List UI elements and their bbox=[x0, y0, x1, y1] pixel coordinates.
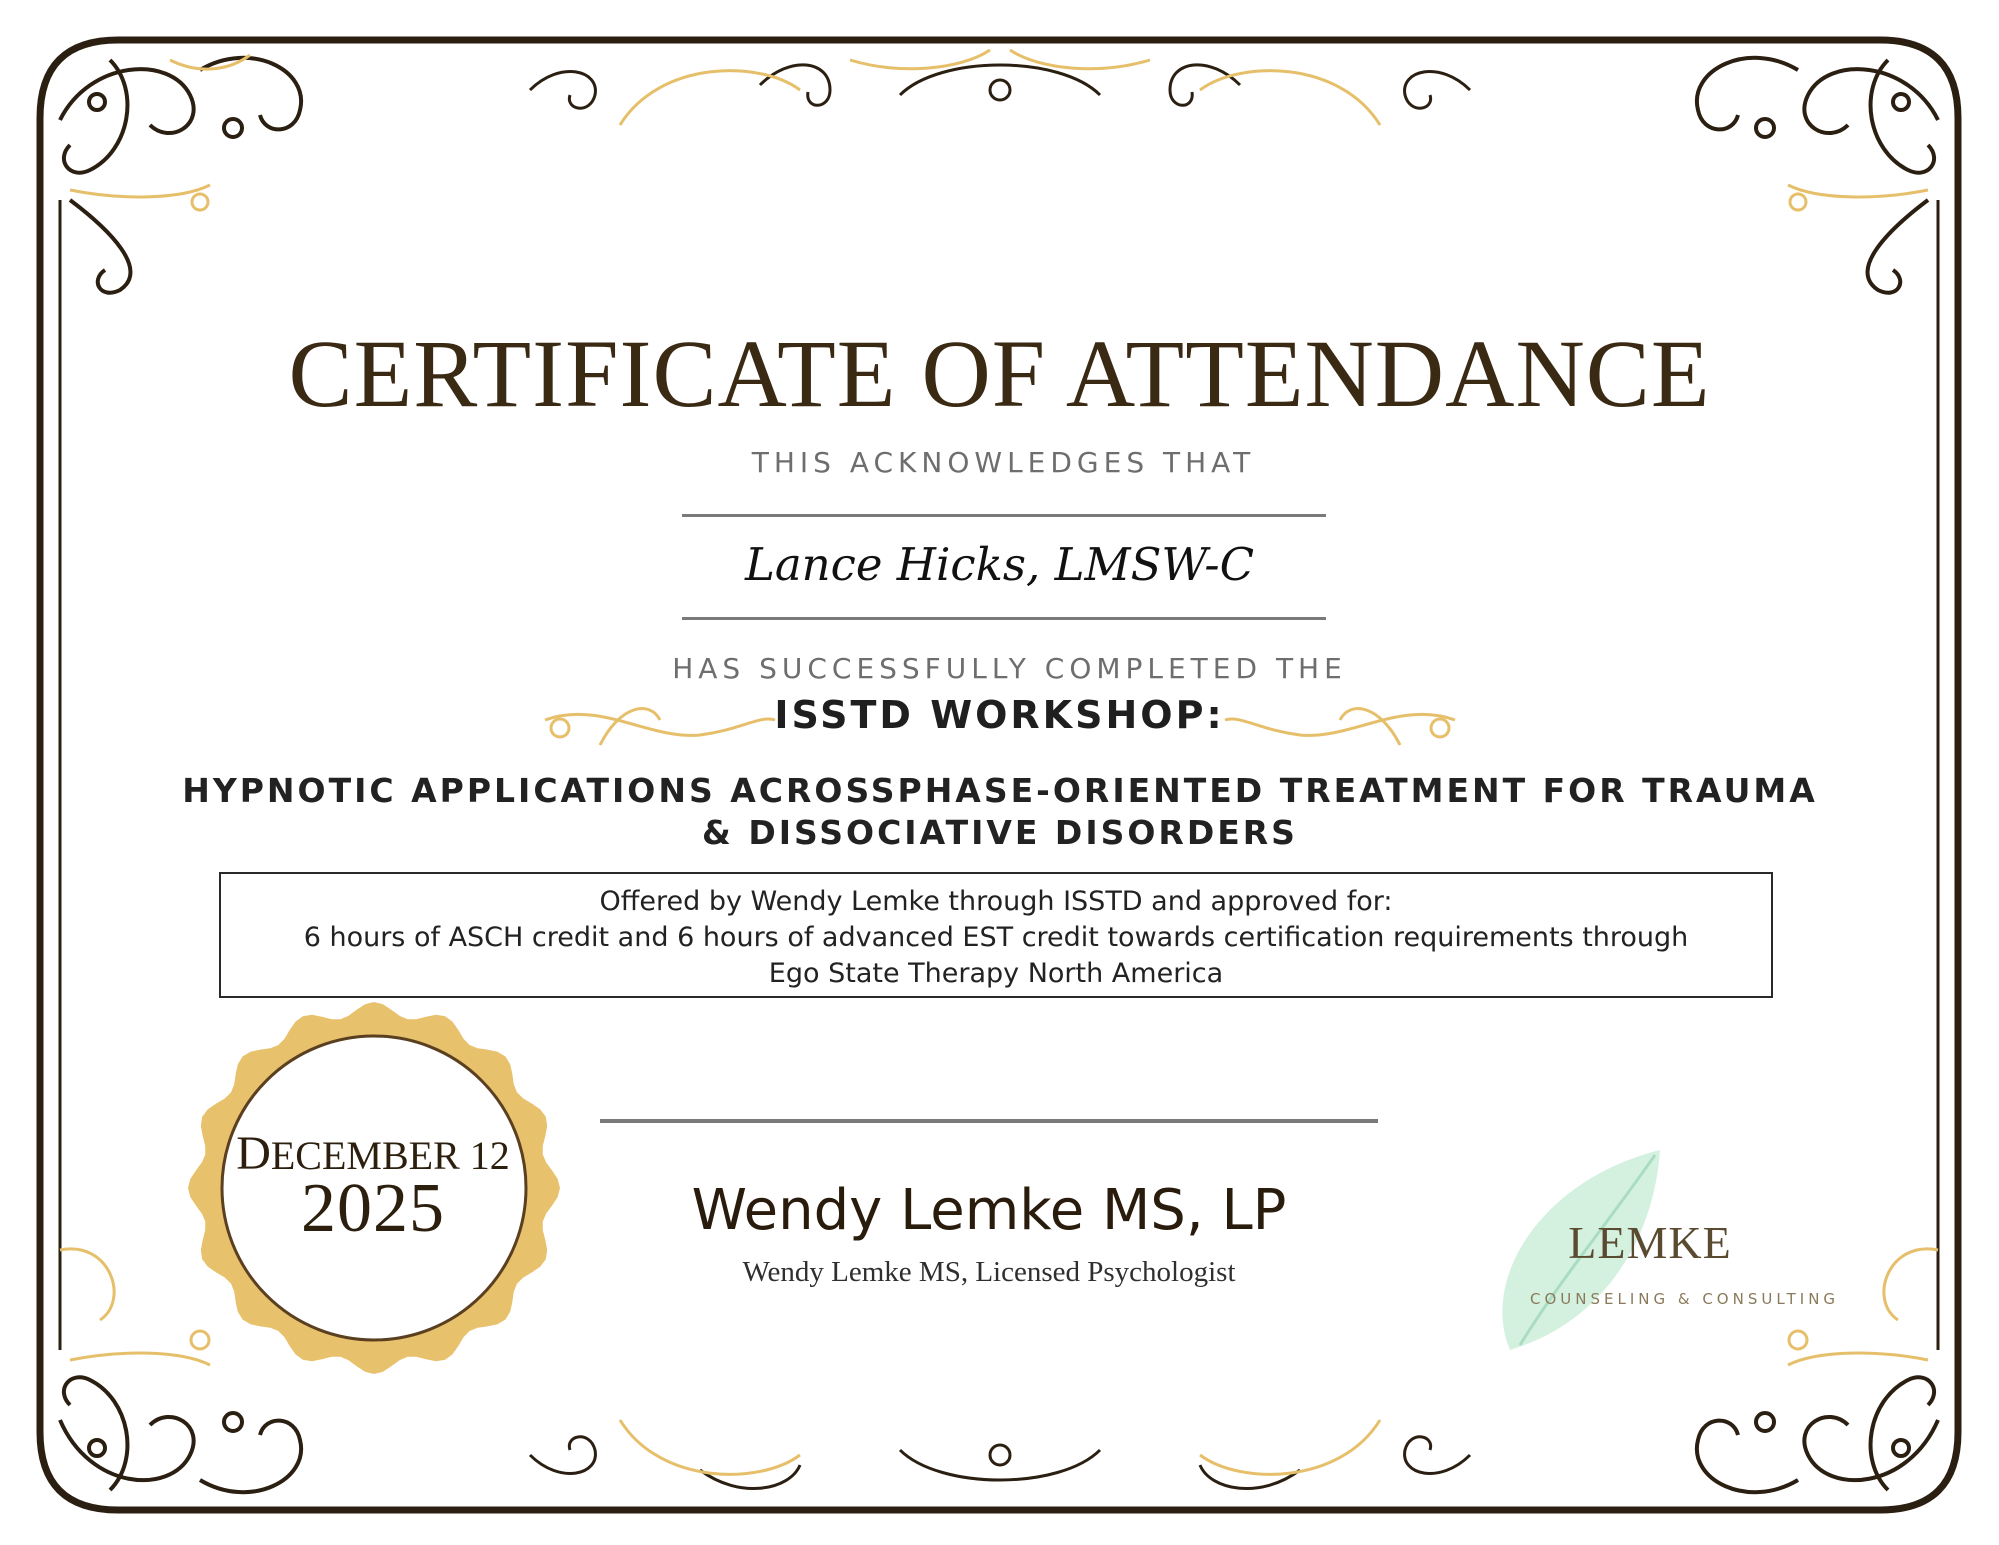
logo-subtitle: COUNSELING & CONSULTING bbox=[1530, 1290, 1840, 1308]
signature-title: Wendy Lemke MS, Licensed Psychologist bbox=[742, 1256, 1236, 1288]
recipient-name: Lance Hicks, LMSW-C bbox=[744, 538, 1255, 591]
course-title bbox=[150, 770, 1850, 854]
credit-line-1: Offered by Wendy Lemke through ISSTD and approved for: bbox=[599, 886, 1393, 917]
logo-name: LEMKE bbox=[1568, 1217, 1732, 1268]
credit-line-3: Ego State Therapy North America bbox=[768, 958, 1224, 989]
certificate-title: CERTIFICATE OF ATTENDANCE bbox=[288, 320, 1711, 427]
course-title-line-2: & DISSOCIATIVE DISORDERS bbox=[702, 813, 1298, 852]
seal-month-day: DECEMBER 12 bbox=[236, 1127, 510, 1180]
seal-year: 2025 bbox=[301, 1170, 445, 1247]
acknowledge-line: THIS ACKNOWLEDGES THAT bbox=[751, 446, 1256, 479]
workshop-label: ISSTD WORKSHOP: bbox=[774, 693, 1225, 737]
signature-name: Wendy Lemke MS, LP bbox=[691, 1178, 1287, 1243]
course-title-line-1: HYPNOTIC APPLICATIONS ACROSSPHASE-ORIENTED TREATMENT FOR TRAUMA bbox=[182, 771, 1818, 810]
recipient-top-rule bbox=[682, 514, 1326, 517]
completed-line: HAS SUCCESSFULLY COMPLETED THE bbox=[672, 652, 1347, 685]
recipient-bottom-rule bbox=[682, 617, 1326, 620]
credit-box bbox=[219, 872, 1773, 998]
signature-line bbox=[600, 1119, 1378, 1123]
seal-date bbox=[210, 1127, 536, 1247]
credit-line-2: 6 hours of ASCH credit and 6 hours of advanced EST credit towards certification requirements through bbox=[303, 922, 1689, 953]
